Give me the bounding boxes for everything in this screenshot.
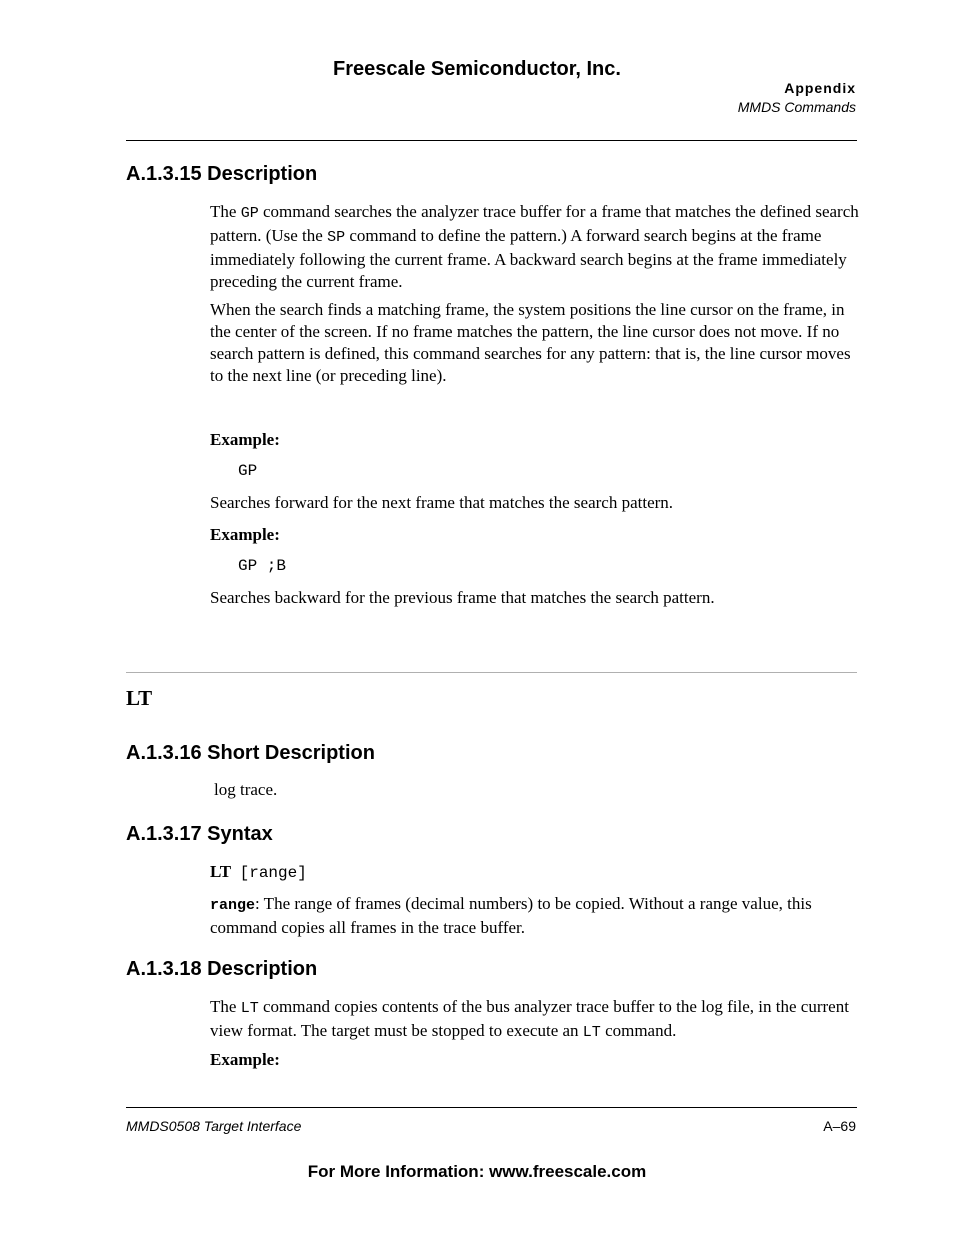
footer-page-number: A–69 (823, 1118, 856, 1134)
syntax-argument: [range] (239, 864, 307, 882)
lt-description-para: The LT command copies contents of the bus analyzer trace buffer to the log file, in the current view format. The target must be stopped to execute an LT command. (210, 997, 849, 1041)
lt-syntax-line (210, 861, 860, 884)
command-title-lt: LT (126, 686, 153, 710)
example-label: Example: (210, 430, 280, 449)
example-label: Example: (210, 525, 280, 544)
example-explanation: Searches backward for the previous frame that matches the search pattern. (210, 588, 715, 607)
inline-code-gp: GP (240, 205, 259, 222)
section-heading-gp-description: A.1.3.15 Description (126, 163, 318, 185)
lt-short-description-text: log trace. (214, 780, 278, 799)
more-information-line: For More Information: www.freescale.com (307, 1162, 647, 1181)
header-rule (126, 140, 857, 141)
gp-description-para-1: The GP command searches the analyzer trace buffer for a frame that matches the defined search pattern. (Use the SP command to define the pattern.) A forward search begins at the frame immediately following the current frame. A backward search begins at the frame immediately preceding the current frame. (210, 202, 859, 291)
example-explanation: Searches forward for the next frame that matches the search pattern. (210, 493, 674, 512)
section-heading-lt-syntax: A.1.3.17 Syntax (126, 823, 273, 845)
running-head-section: Appendix (784, 80, 856, 96)
footer-document-title: MMDS0508 Target Interface (126, 1118, 302, 1134)
inline-code-lt: LT (582, 1024, 601, 1041)
running-head-subsection: MMDS Commands (737, 99, 856, 115)
syntax-command: LT (210, 862, 232, 881)
example-code: GP ;B (238, 557, 287, 575)
inline-code-lt: LT (240, 1000, 259, 1017)
footer-rule (126, 1107, 857, 1108)
section-heading-lt-short-description: A.1.3.16 Short Description (126, 742, 375, 764)
section-heading-lt-description: A.1.3.18 Description (126, 958, 318, 980)
lt-parameter-description: range: The range of frames (decimal numbers) to be copied. Without a range value, this command copies all frames in the trace buffer. (210, 894, 812, 937)
parameter-name: range (210, 897, 256, 914)
inline-code-sp: SP (327, 229, 346, 246)
company-name: Freescale Semiconductor, Inc. (333, 58, 621, 80)
example-code: GP (238, 462, 258, 480)
example-label: Example: (210, 1050, 280, 1069)
command-separator-rule (126, 672, 857, 673)
gp-description-para-2: When the search finds a matching frame, the system positions the line cursor on the frame, in the center of the screen. If no frame matches the pattern, the line cursor does not move. If no search pattern is defined, this command searches for any pattern: that is, the line cursor moves to the next line (or preceding line). (210, 300, 851, 385)
